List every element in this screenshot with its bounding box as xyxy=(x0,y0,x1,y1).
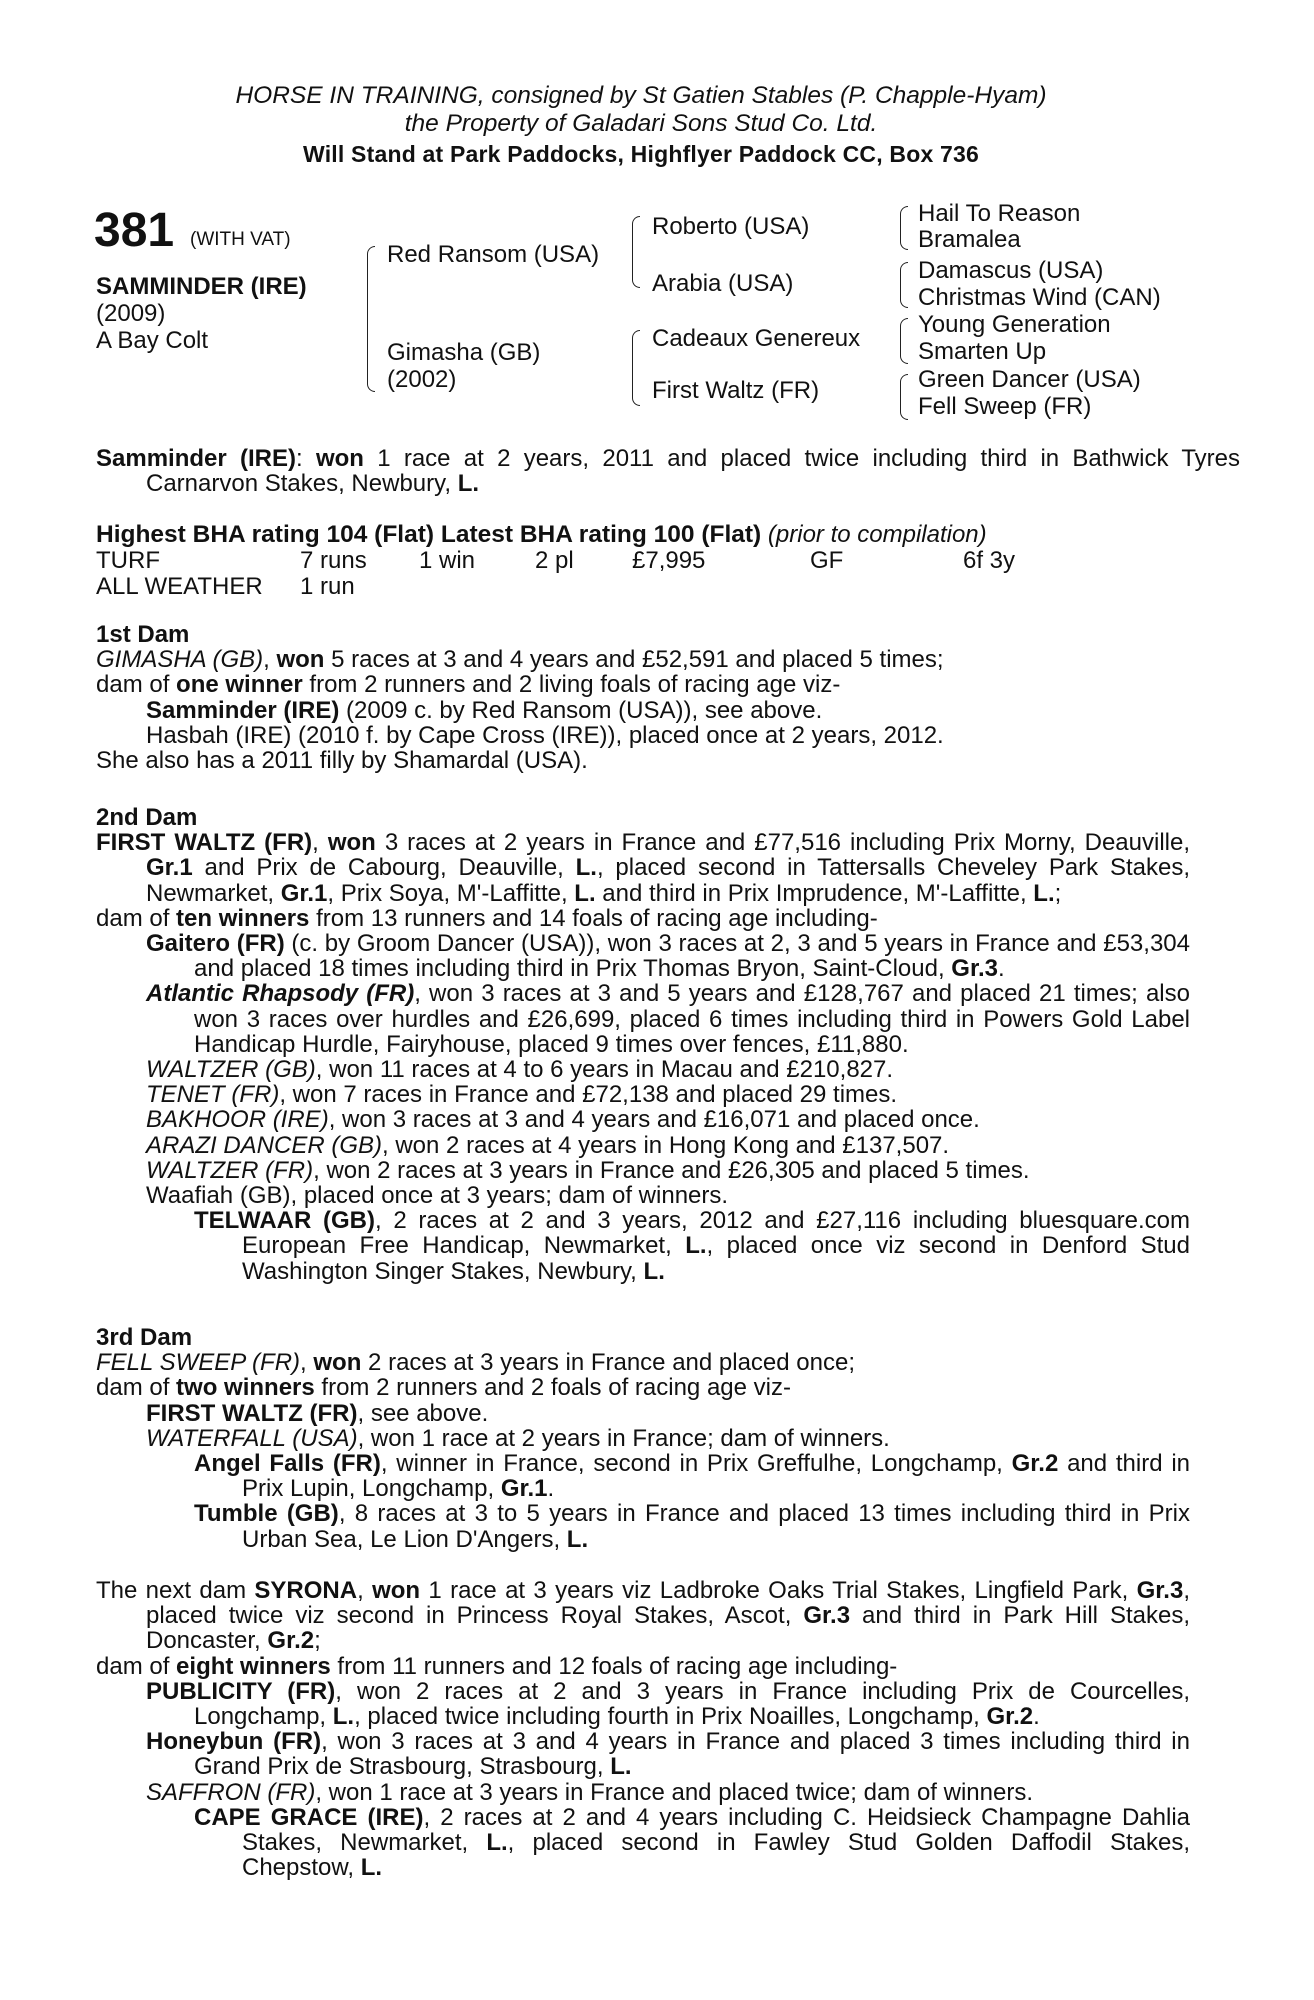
dam-year: (2002) xyxy=(387,366,457,393)
aw-runs: 1 run xyxy=(300,573,355,600)
turf-placed: 2 pl xyxy=(535,547,574,574)
first-dam-heading: 1st Dam xyxy=(96,621,190,648)
consignor-line: HORSE IN TRAINING, consigned by St Gatien Stables (P. Chapple-Hyam) xyxy=(235,82,1047,109)
ggs-5: Young Generation xyxy=(918,311,1111,338)
turf-label: TURF xyxy=(96,547,160,574)
stabling-line: Will Stand at Park Paddocks, Highflyer Paddock CC, Box 736 xyxy=(302,141,980,167)
aw-label: ALL WEATHER xyxy=(96,573,263,600)
third-dam-heading: 3rd Dam xyxy=(96,1324,193,1351)
horse-name: SAMMINDER (IRE) xyxy=(96,273,307,300)
turf-runs: 7 runs xyxy=(300,547,367,574)
turf-wins: 1 win xyxy=(419,547,476,574)
pedigree-brace-main xyxy=(367,246,375,392)
horse-year: (2009) xyxy=(96,300,166,327)
pedigree-brace-g1 xyxy=(900,206,908,250)
pedigree-brace-g2 xyxy=(900,262,908,308)
turf-distance: 6f 3y xyxy=(963,547,1016,574)
ratings-table xyxy=(96,548,1190,600)
sire-dam: Arabia (USA) xyxy=(652,270,794,297)
ggs-8: Fell Sweep (FR) xyxy=(918,393,1092,420)
ratings-heading: Highest BHA rating 104 (Flat) Latest BHA rating 100 (Flat) (prior to compilation) xyxy=(96,521,987,548)
ggs-7: Green Dancer (USA) xyxy=(918,366,1141,393)
vat-note: (WITH VAT) xyxy=(190,229,291,250)
lot-number: 381 xyxy=(94,204,175,257)
pedigree-brace-g3 xyxy=(900,318,908,364)
ggs-3: Damascus (USA) xyxy=(918,257,1104,284)
next-dam-section: The next dam SYRONA, won 1 race at 3 years viz Ladbroke Oaks Trial Stakes, Lingfield Park, Gr.3, placed twice viz second in Princess Royal Stakes, Ascot, Gr.3 and third in Park Hill Stakes, Doncaster, Gr.2; dam of eight winners from 11 runners and 12 foals of racing age including- PUBLICITY (FR), won 2 races at 2 and 3 years in France including Prix de Courcelles, Longchamp, L., placed twice including fourth in Prix Noailles, Longchamp, Gr.2. Honeybun (FR), won 3 races at 3 and 4 years in France and placed 3 times including third in Grand Prix de Strasbourg, Strasbourg, L. SAFFRON (FR), won 1 race at 3 years in France and placed twice; dam of winners. CAPE GRACE (IRE), 2 races at 2 and 4 years including C. Heidsieck Champagne Dahlia Stakes, Newmarket, L., placed second in Fawley Stud Golden Daffodil Stakes, Chepstow, L. xyxy=(96,1577,1190,1882)
owner-line: the Property of Galadari Sons Stud Co. Ltd. xyxy=(404,110,878,137)
horse-description: A Bay Colt xyxy=(96,327,209,354)
race-summary: Samminder (IRE): won 1 race at 2 years, 2011 and placed twice including third in Bathwick Tyres Carnarvon Stakes, Newbury, L. xyxy=(96,445,1240,498)
ggs-6: Smarten Up xyxy=(918,338,1047,365)
pedigree-brace-sire xyxy=(632,216,640,288)
third-dam-section: 3rd Dam FELL SWEEP (FR), won 2 races at 3 years in France and placed once; dam of two winners from 2 runners and 2 foals of racing age viz- FIRST WALTZ (FR), see above. WATERFALL (USA), won 1 race at 2 years in France; dam of winners. Angel Falls (FR), winner in France, second in Prix Greffulhe, Longchamp, Gr.2 and third in Prix Lupin, Longchamp, Gr.1. Tumble (GB), 8 races at 3 to 5 years in France and placed 13 times including third in Prix Urban Sea, Le Lion D'Angers, L. xyxy=(96,1324,1191,1553)
pedigree-brace-g4 xyxy=(900,374,908,420)
dam-sire: Cadeaux Genereux xyxy=(652,325,861,352)
turf-going: GF xyxy=(810,547,844,574)
second-dam-heading: 2nd Dam xyxy=(96,804,198,831)
sire-sire: Roberto (USA) xyxy=(652,213,810,240)
second-dam-section: 2nd Dam FIRST WALTZ (FR), won 3 races at 2 years in France and £77,516 including Prix Morny, Deauville, Gr.1 and Prix de Cabourg, Deauville, L., placed second in Tattersalls Cheveley Park Stakes, Newmarket, Gr.1, Prix Soya, M'-Laffitte, L. and third in Prix Imprudence, M'-Laffitte, L.; dam of ten winners from 13 runners and 14 foals of racing age including- Gaitero (FR) (c. by Groom Dancer (USA)), won 3 races at 2, 3 and 5 years in France and £53,304 and placed 18 times including third in Prix Thomas Bryon, Saint-Cloud, Gr.3. Atlantic Rhapsody (FR), won 3 races at 3 and 5 years and £128,767 and placed 21 times; also won 3 races over hurdles and £26,699, placed 6 times including third in Powers Gold Label Handicap Hurdle, Fairyhouse, placed 9 times over fences, £11,880. WALTZER (GB), won 11 races at 4 to 6 years in Macau and £210,827. TENET (FR), won 7 races in France and £72,138 and placed 29 times. BAKHOOR (IRE), won 3 races at 3 and 4 years and £16,071 and placed once. ARAZI DANCER (GB), won 2 races at 4 years in Hong Kong and £137,507. WALTZER (FR), won 2 races at 3 years in France and £26,305 and placed 5 times. Waafiah (GB), placed once at 3 years; dam of winners. TELWAAR (GB), 2 races at 2 and 3 years, 2012 and £27,116 including bluesquare.com European Free Handicap, Newmarket, L., placed once viz second in Denford Stud Washington Singer Stakes, Newbury, L. xyxy=(96,804,1191,1285)
pedigree-brace-dam xyxy=(632,330,640,406)
ggs-2: Bramalea xyxy=(918,226,1021,253)
first-dam-section: 1st Dam GIMASHA (GB), won 5 races at 3 and 4 years and £52,591 and placed 5 times; dam of one winner from 2 runners and 2 living foals of racing age viz- Samminder (IRE) (2009 c. by Red Ransom (USA)), see above. Hasbah (IRE) (2010 f. by Cape Cross (IRE)), placed once at 2 years, 2012. She also has a 2011 filly by Shamardal (USA). xyxy=(96,622,1190,773)
dam-dam: First Waltz (FR) xyxy=(652,377,820,404)
ggs-1: Hail To Reason xyxy=(918,200,1081,227)
sire-name: Red Ransom (USA) xyxy=(387,241,600,268)
ggs-4: Christmas Wind (CAN) xyxy=(918,284,1161,311)
dam-name: Gimasha (GB) xyxy=(387,339,541,366)
turf-earnings: £7,995 xyxy=(632,547,706,574)
